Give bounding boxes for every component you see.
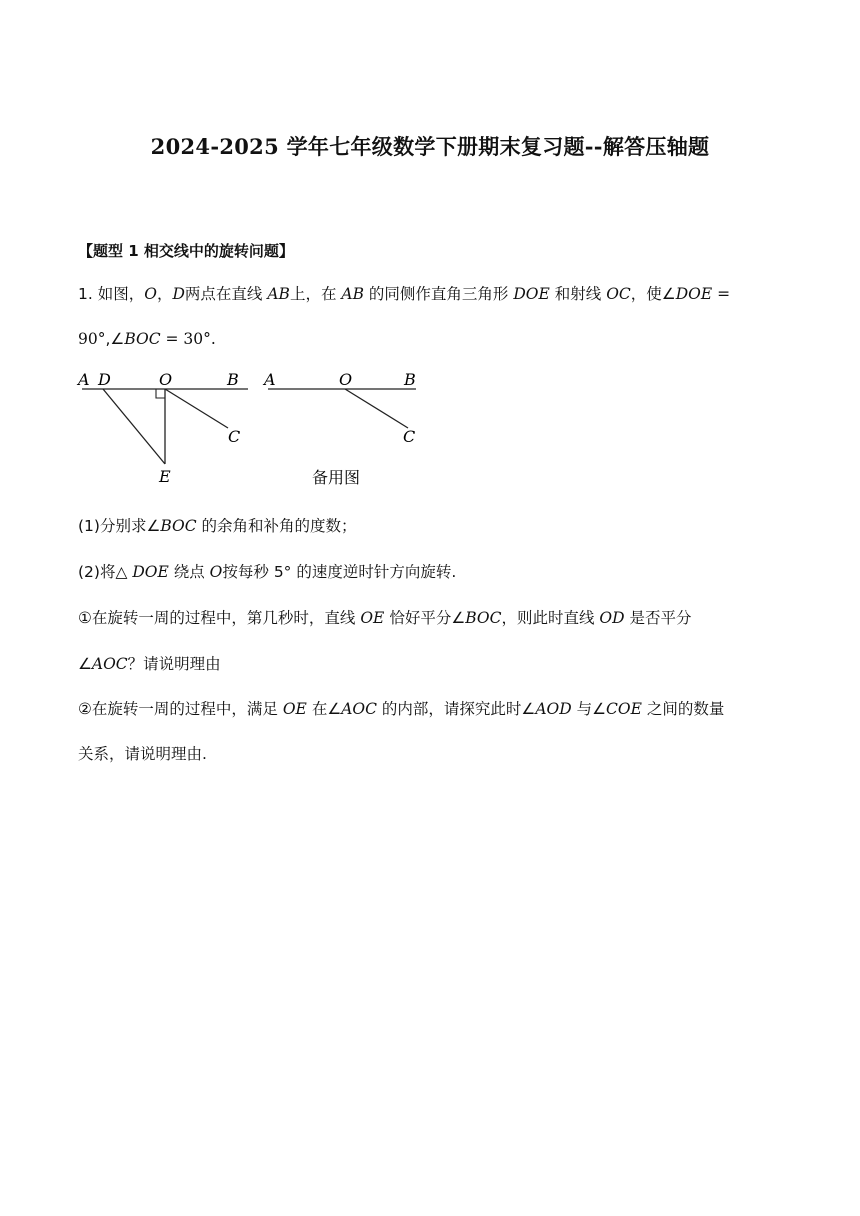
- figure-main: [70, 362, 260, 492]
- math-DOE: DOE: [513, 285, 550, 303]
- label-O: O: [159, 370, 173, 389]
- section-heading: 【题型 1 相交线中的旋转问题】: [78, 242, 294, 260]
- text-segment: (1)分别求∠: [78, 517, 161, 535]
- math-AOC: AOC: [341, 700, 377, 718]
- math-OE: OE: [282, 700, 307, 718]
- math-COE: COE: [606, 700, 642, 718]
- text-segment: 上，在: [289, 285, 337, 303]
- math-BOC: BOC: [465, 609, 502, 627]
- label-C: C: [403, 427, 416, 446]
- math-90deg: 90°: [78, 330, 106, 348]
- question-2-1-line-2: [78, 652, 782, 674]
- right-angle-mark: [156, 389, 165, 398]
- figure-caption: 备用图: [312, 468, 361, 487]
- figure-spare: [258, 362, 428, 492]
- label-B: B: [404, 370, 416, 389]
- math-O: O: [144, 285, 157, 303]
- label-E: E: [159, 467, 171, 486]
- text-segment: 两点在直线: [184, 285, 263, 303]
- math-DOE: DOE: [132, 563, 169, 581]
- text-segment: 与∠: [576, 700, 606, 718]
- text-segment: ∠: [78, 655, 92, 673]
- math-BOC: BOC: [160, 517, 197, 535]
- text-segment: 恰好平分∠: [389, 609, 466, 627]
- question-2-2-line-1: [78, 697, 782, 719]
- question-2-1-line-1: [78, 606, 782, 628]
- text-segment: ，使∠: [630, 285, 676, 303]
- math-equals: =: [712, 285, 731, 303]
- text-segment: 1. 如图，: [78, 285, 145, 303]
- label-A: A: [264, 370, 276, 389]
- math-30deg: = 30°.: [160, 330, 216, 348]
- question-2: [78, 560, 782, 582]
- label-C: C: [228, 427, 241, 446]
- text-segment: 关系，请说明理由.: [78, 745, 207, 763]
- label-D: D: [98, 370, 111, 389]
- segment-DE: [103, 389, 165, 464]
- problem-line-1: [78, 282, 782, 304]
- math-DOE: DOE: [675, 285, 713, 303]
- label-A: A: [78, 370, 90, 389]
- text-segment: ，: [156, 285, 173, 303]
- text-segment: 和射线: [554, 285, 602, 303]
- text-segment: ？请说明理由: [127, 655, 221, 673]
- label-B: B: [227, 370, 239, 389]
- math-OC: OC: [606, 285, 631, 303]
- math-AB: AB: [267, 285, 290, 303]
- question-1: [78, 514, 782, 536]
- text-segment: ，则此时直线: [501, 609, 595, 627]
- text-segment: (2)将△: [78, 563, 128, 581]
- text-segment: 是否平分: [629, 609, 692, 627]
- text-segment: ②在旋转一周的过程中，满足: [78, 700, 278, 718]
- ray-OC: [345, 389, 408, 428]
- math-AOC: AOC: [91, 655, 128, 673]
- question-2-2-line-2: [78, 742, 782, 764]
- label-O: O: [339, 370, 353, 389]
- math-AOD: AOD: [535, 700, 572, 718]
- math-BOC: BOC: [124, 330, 161, 348]
- math-AB: AB: [341, 285, 364, 303]
- math-OD: OD: [599, 609, 625, 627]
- text-segment: 绕点: [173, 563, 205, 581]
- problem-line-2: [78, 330, 782, 348]
- text-segment: 的内部，请探究此时∠: [381, 700, 536, 718]
- text-segment: 在∠: [311, 700, 342, 718]
- text-segment: 之间的数量: [646, 700, 725, 718]
- text-segment: ,∠: [105, 330, 125, 348]
- math-D: D: [172, 285, 185, 303]
- page-title: 2024-2025 学年七年级数学下册期末复习题--解答压轴题: [150, 134, 710, 159]
- math-O: O: [209, 563, 223, 581]
- text-segment: 按每秒 5° 的速度逆时针方向旋转.: [222, 563, 457, 581]
- math-OE: OE: [360, 609, 385, 627]
- text-segment: ①在旋转一周的过程中，第几秒时，直线: [78, 609, 356, 627]
- text-segment: 的同侧作直角三角形: [368, 285, 509, 303]
- text-segment: 的余角和补角的度数；: [201, 517, 357, 535]
- ray-OC: [165, 389, 228, 428]
